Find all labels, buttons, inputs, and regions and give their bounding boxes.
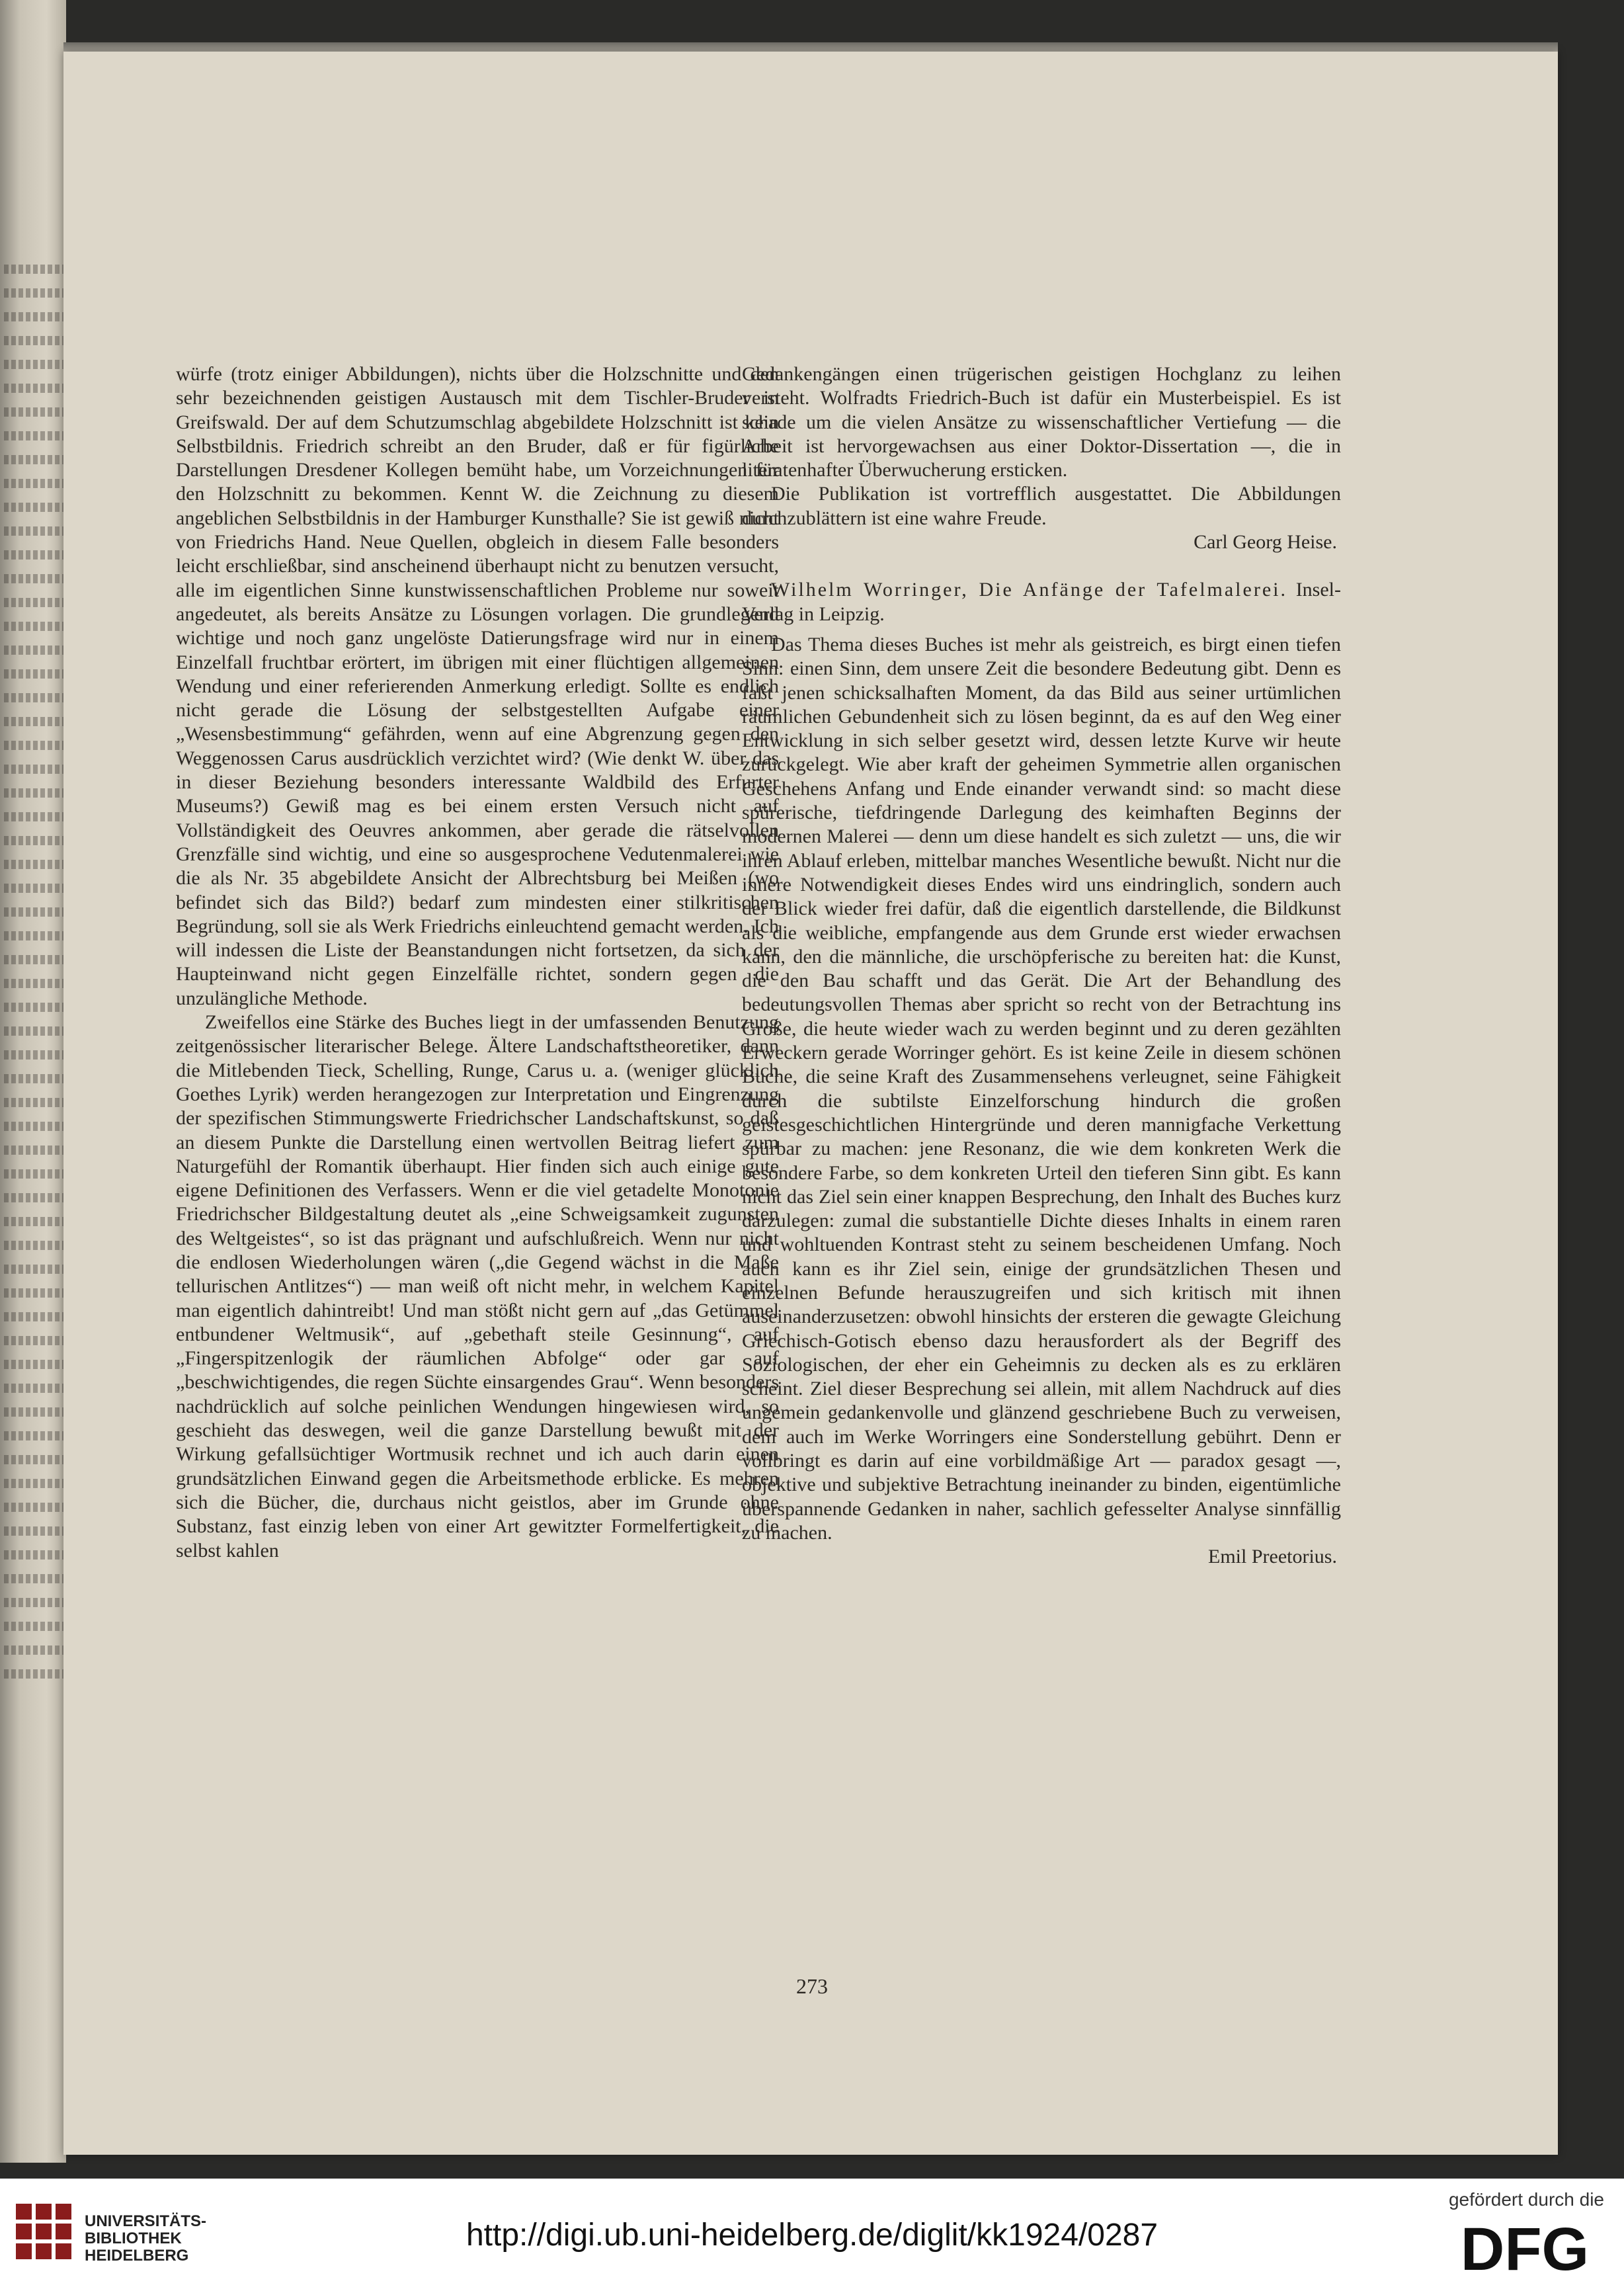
adjacent-page-text-line xyxy=(4,1550,65,1560)
footer-bar xyxy=(0,2179,1624,2291)
adjacent-page-text-line xyxy=(4,479,65,488)
funding-caption: gefördert durch die xyxy=(1448,2189,1604,2210)
adjacent-page-text-line xyxy=(4,503,65,512)
adjacent-page-text-line xyxy=(4,669,65,679)
adjacent-page-text-line xyxy=(4,1265,65,1274)
adjacent-page-text-line xyxy=(4,1431,65,1440)
adjacent-page-text-line xyxy=(4,693,65,702)
left-paragraph-2: Zweifellos eine Stärke des Buches liegt in der umfassenden Benutzung zeitgenössischer literarischer Belege. Ältere Landschaftstheoretiker, dann die Mitlebenden Tieck, Schelling, Runge, Carus u. a. (weniger glücklich Goethes Lyrik) werden herangezogen zur Interpretation und Eingrenzung der spezifischen Stimmungswerte Friedrichscher Landschaftskunst, so daß an diesem Punkte die Darstellung einen wertvollen Beitrag liefert zum Naturgefühl der Romantik überhaupt. Hier finden sich auch einige gute eigene Definitionen des Verfassers. Wenn er die viel getadelte Monotonie Friedrichscher Bildgestaltung deutet als „eine Schweigsamkeit zugunsten des Weltgeistes“, so ist das prägnant und aufschlußreich. Wenn nur nicht die endlosen Wiederholungen wären („die Gegend wächst in die Maße tellurischen Antlitzes“) — man weiß oft nicht mehr, in welchem Kapitel man eigentlich dahintreibt! Und man stößt nicht gern auf „das Getümmel entbundener Weltmusik“, auf „gebethaft steile Gesinnung“, auf „Fingerspitzenlogik der räumlichen Abfolge“ oder gar auf „beschwichtigendes, die regen Süchte einsargendes Grau“. Wenn besonders nachdrücklich auf solche peinlichen Wendungen hingewiesen wird, so geschieht das deswegen, weil die ganze Darstellung bewußt mit der Wirkung gefallsüchtiger Wortmusik rechnet und ich auch darin einen grundsätzlichen Einwand gegen die Arbeitsmethode erblicke. Es mehren sich die Bücher, die, durchaus nicht geistlos, aber im Grunde ohne Substanz, fast einzig leben von einer Art gewitzter Formelfertigkeit, die selbst kahlen xyxy=(176,1011,779,1562)
review2-heading xyxy=(742,578,1341,626)
adjacent-page-text-line xyxy=(4,931,65,940)
adjacent-page-text-line xyxy=(4,1193,65,1202)
adjacent-page-text-line xyxy=(4,1026,65,1036)
adjacent-page-text-line xyxy=(4,312,65,321)
adjacent-page-text-line xyxy=(4,265,65,274)
adjacent-page-text-line xyxy=(4,288,65,298)
adjacent-page-text-line xyxy=(4,360,65,369)
institution-line-3: HEIDELBERG xyxy=(85,2247,189,2265)
adjacent-page-text-line xyxy=(4,1146,65,1155)
adjacent-page-text-line xyxy=(4,979,65,988)
adjacent-page-text-line xyxy=(4,526,65,536)
adjacent-page-text-line xyxy=(4,407,65,417)
adjacent-page-text-line xyxy=(4,717,65,726)
adjacent-page-text-line xyxy=(4,1598,65,1607)
adjacent-page-text-line xyxy=(4,860,65,869)
review1-signature: Carl Georg Heise. xyxy=(1194,531,1337,554)
adjacent-page-text-line xyxy=(4,1241,65,1250)
adjacent-page-text-line xyxy=(4,336,65,345)
page-number: 273 xyxy=(796,1974,828,1998)
adjacent-page-text-line xyxy=(4,1622,65,1631)
adjacent-page-text-line xyxy=(4,1479,65,1488)
adjacent-page-text-line xyxy=(4,1574,65,1583)
adjacent-page-edge xyxy=(0,0,66,2163)
adjacent-page-text-line xyxy=(4,1098,65,1107)
adjacent-page-text-line xyxy=(4,1312,65,1321)
adjacent-page-text-line xyxy=(4,907,65,917)
right-column xyxy=(742,362,1341,1569)
adjacent-page-text-line xyxy=(4,741,65,750)
adjacent-page-text-line xyxy=(4,1122,65,1131)
left-column xyxy=(176,362,779,1563)
dfg-logo-text: DFG xyxy=(1460,2218,1590,2278)
adjacent-page-text-line xyxy=(4,1169,65,1179)
review2-signature: Emil Preetorius. xyxy=(1208,1546,1337,1568)
review2-heading-title: Wilhelm Worringer, Die Anfänge der Tafelmalerei. xyxy=(771,579,1287,601)
adjacent-page-text-line xyxy=(4,788,65,798)
adjacent-page-text-line xyxy=(4,955,65,964)
adjacent-page-text-line xyxy=(4,598,65,607)
dfg-logo-icon xyxy=(1445,2218,1604,2278)
left-paragraph-1: würfe (trotz einiger Abbildungen), nichts über die Holzschnitte und den sehr bezeichnenden geistigen Austausch mit dem Tischler-Bruder in Greifswald. Der auf dem Schutzumschlag abgebildete Holzschnitt ist kein Selbstbildnis. Friedrich schreibt an den Bruder, daß er für figürliche Darstellungen Dresdener Kollegen bemüht habe, um Vorzeichnungen für den Holzschnitt zu bekommen. Kennt W. die Zeichnung zu diesem angeblichen Selbstbildnis in der Hamburger Kunsthalle? Sie ist gewiß nicht von Friedrichs Hand. Neue Quellen, obgleich in diesem Falle besonders leicht erschließbar, sind anscheinend überhaupt nicht zu benutzen versucht, alle im eigentlichen Sinne kunstwissenschaftlichen Probleme nur soweit angedeutet, als bereits Ansätze zu Lösungen vorlagen. Die grundlegend wichtige und noch ganz ungelöste Datierungsfrage wird nur in einem Einzelfall fruchtbar erörtert, im übrigen mit einer flüchtigen allgemeinen Wendung und einer referierenden Anmerkung erledigt. Sollte es endlich nicht gerade die Lösung der selbstgestellten Aufgabe einer „Wesensbestimmung“ gefährden, wenn auf eine Abgrenzung gegen den Weggenossen Carus ausdrücklich verzichtet wird? (Wie denkt W. über das in dieser Beziehung besonders interessante Waldbild des Erfurter Museums?) Gewiß mag es bei einem ersten Versuch nicht auf Vollständigkeit des Oeuvres ankommen, aber gerade die rätselvollen Grenzfälle sind wichtig, und eine so ausgesprochene Vedutenmalerei wie die als Nr. 35 abgebildete Ansicht der Albrechtsburg bei Meißen (wo befindet sich das Bild?) bedarf zum mindesten einer stilkritischen Begründung, soll sie als Werk Friedrichs einleuchtend gemacht werden. Ich will indessen die Liste der Beanstandungen nicht fortsetzen, da sich der Haupteinwand nicht gegen Einzelfälle richtet, sondern gegen die unzulängliche Methode. xyxy=(176,363,779,1009)
adjacent-page-text-line xyxy=(4,646,65,655)
adjacent-page-text-line xyxy=(4,622,65,631)
adjacent-page-text-line xyxy=(4,1455,65,1464)
review1-ending-2: Die Publikation ist vortrefflich ausgestattet. Die Abbildungen durchzublättern ist eine wahre Freude. xyxy=(742,483,1341,529)
adjacent-page-text-line xyxy=(4,1407,65,1417)
adjacent-page-text-line xyxy=(4,550,65,560)
review1-ending: Gedankengängen einen trügerischen geistigen Hochglanz zu leihen versteht. Wolfradts Friedrich-Buch ist dafür ein Musterbeispiel. Es ist schade um die vielen Ansätze zu wissenschaftlicher Vertiefung — die Arbeit ist hervorgewachsen aus einer Doktor-Dissertation —, die in literatenhafter Überwucherung ersticken. xyxy=(742,363,1341,481)
adjacent-page-text-line xyxy=(4,574,65,583)
adjacent-page-text-line xyxy=(4,1074,65,1083)
adjacent-page-text-line xyxy=(4,1669,65,1679)
review2-paragraph: Das Thema dieses Buches ist mehr als geistreich, es birgt einen tiefen Sinn: einen Sinn, dem unsere Zeit die besondere Bedeutung gibt. Denn es faßt jenen schicksalhaften Moment, da das Bild aus seiner urtümlichen räumlichen Gebundenheit sich zu lösen beginnt, da es auf den Weg einer Entwicklung in sich selber gesetzt wird, dessen letzte Kurve wir heute zurückgelegt. Wie aber kraft der geheimen Symmetrie allen organischen Geschehens Anfang und Ende einander verwandt sind: so macht diese spürerische, tiefdringende Darlegung des keimhaften Beginns der modernen Malerei — denn um diese handelt es sich zuletzt — uns, die wir ihren Ablauf erleben, mittelbar manches Wesentliche bewußt. Nicht nur die innere Notwendigkeit dieses Endes wird uns eindringlich, sondern auch der Blick wieder frei dafür, daß die eigentlich darstellende, die Bildkunst als die weibliche, empfangende aus dem Grunde erst wieder erwachsen kann, den die männliche, die urschöpferische zu bereiten hat: die Kunst, die den Bau schafft und das Gerät. Die Art der Behandlung des bedeutungsvollen Themas aber spricht so recht von der Betrachtung ins Große, die heute wieder wach zu werden beginnt und zu deren gezählten Erweckern gerade Worringer gehört. Es ist keine Zeile in diesem schönen Buche, die seine Kraft des Zusammensehens verleugnet, seine Fähigkeit durch die subtilste Einzelforschung hindurch die großen geistesgeschichtlichen Hintergründe und deren mannigfache Verkettung spürbar zu machen: jene Resonanz, die wie dem konkreten Werk die besondere Farbe, so dem konkreten Urteil den tieferen Sinn gibt. Es kann nicht das Ziel sein einer knappen Besprechung, den Inhalt des Buches kurz darzulegen: zumal die substantielle Dichte dieses Inhalts in einem raren und wohltuenden Kontrast steht zu seinem bescheidenen Umfang. Noch auch kann es ihr Ziel sein, einige der grundsätzlichen Thesen und einzelnen Befunde herauszugreifen und sich kritisch mit ihnen auseinanderzusetzen: obwohl hinsichts der ersteren die gewagte Gleichung Griechisch-Gotisch ebenso dazu herausfordert als der Begriff des Soziologischen, der eher ein Geheimnis zu decken als es zu erklären scheint. Ziel dieser Besprechung sei allein, mit allem Nachdruck auf dies ungemein gedankenvolle und glänzend geschriebene Buch zu verweisen, dem auch im Werke Worringers eine Sonderstellung gebührt. Denn er vollbringt es darin auf eine vorbildmäßige Art — paradox gesagt —, objektive und subjektive Betrachtung ineinander zu binden, eigentümliche überspannende Gedanken in naher, sachlich gefesselter Analyse sinnfällig zu machen. xyxy=(742,633,1341,1544)
adjacent-page-text-line xyxy=(4,1384,65,1393)
adjacent-page-text-line xyxy=(4,765,65,774)
institution-line-2: BIBLIOTHEK xyxy=(85,2229,182,2247)
adjacent-page-text-line xyxy=(4,1645,65,1655)
adjacent-page-text-line xyxy=(4,455,65,464)
adjacent-page-text-line xyxy=(4,836,65,845)
adjacent-page-text-line xyxy=(4,812,65,821)
adjacent-page-text-line xyxy=(4,384,65,393)
adjacent-page-text-line xyxy=(4,1503,65,1512)
adjacent-page-text-line xyxy=(4,1003,65,1012)
review2-heading-publisher: Insel-Verlag in Leipzig. xyxy=(742,579,1341,625)
adjacent-page-text-line xyxy=(4,1336,65,1345)
adjacent-page-text-line xyxy=(4,1217,65,1226)
book-page xyxy=(63,52,1558,2155)
permalink-url[interactable]: http://digi.ub.uni-heidelberg.de/diglit/kk1924/0287 xyxy=(466,2218,1158,2253)
adjacent-page-text-line xyxy=(4,1360,65,1369)
institution-line-1: UNIVERSITÄTS- xyxy=(85,2212,207,2230)
adjacent-page-text-line xyxy=(4,1526,65,1536)
adjacent-page-text-line xyxy=(4,884,65,893)
adjacent-page-text-line xyxy=(4,1288,65,1298)
adjacent-page-text-line xyxy=(4,431,65,440)
adjacent-page-text-line xyxy=(4,1050,65,1060)
